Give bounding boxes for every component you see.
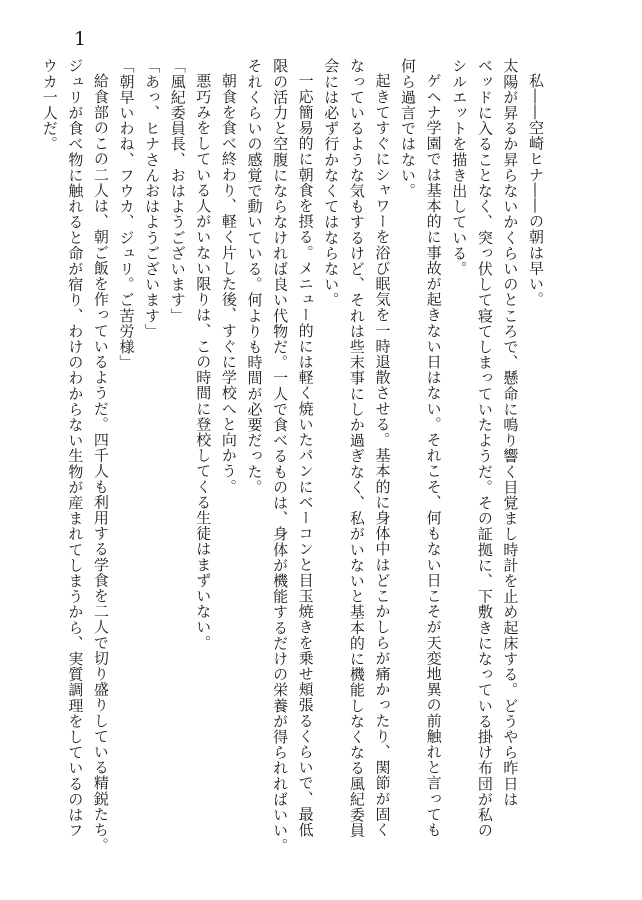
text-line: なっているような気もするけど、それは些末事にしか過ぎなく、私がいないと基本的に機能しなくなる風紀委員: [347, 58, 366, 838]
text-line: 会には必ず行かなくてはならない。: [322, 58, 341, 308]
text-line: 「あっ、ヒナさんおはようございます」: [143, 58, 162, 339]
text-line: 起きてすぐにシャワーを浴び眠気を一時退散させる。基本的に身体中はどこかしらが痛かったり、関節が固く: [373, 73, 392, 838]
text-line: 「風紀委員長、おはようございます」: [168, 58, 187, 324]
text-line: ゲヘナ学園では基本的に事故が起きない日はない。それこそ、何もない日こそが天変地異の前触れと言っても: [424, 73, 443, 838]
text-line: 私――空崎ヒナ――の朝は早い。: [527, 73, 545, 307]
text-line: ジュリが食べ物に触れると命が宿り、わけのわからない生物が産まれてしまうから、実質調理をしているのはフ: [66, 58, 85, 838]
text-line: シルエットを描き出している。: [450, 58, 469, 277]
text-line: 限の活力と空腹にならなければ良い代物だ。一人で食べるものは、身体が機能するだけの栄養が得られればいい。: [271, 58, 290, 854]
text-line: ベッドに入ることなく、突っ伏して寝てしまっていたようだ。その証拠に、下敷きになっている掛け布団が私の: [475, 58, 494, 838]
text-line: 太陽が昇るか昇らないかくらいのところで、懸命に鳴り響く目覚まし時計を止め起床する。どうやら昨日は: [501, 58, 520, 807]
text-line: それくらいの感覚で動いている。何よりも時間が必要だった。: [245, 58, 264, 495]
text-line: 給食部のこの二人は、朝ご飯を作っているようだ。四千人も利用する学食を二人で切り盛りしている精鋭たち。: [91, 73, 110, 853]
text-line: 朝食を食べ終わり、軽く片した後、すぐに学校へと向かう。: [219, 73, 238, 495]
page-number: 1: [74, 28, 87, 50]
text-line: 何ら過言ではない。: [399, 58, 418, 199]
text-line: 「朝早いわね、フウカ、ジュリ。ご苦労様」: [117, 58, 136, 370]
text-line: 一応簡易的に朝食を摂る。メニュー的には軽く焼いたパンにベーコンと目玉焼きを乗せ頬張るくらいで、最低: [296, 73, 315, 838]
text-line: ウカ一人だ。: [40, 58, 59, 152]
novel-text-body: [40, 58, 548, 858]
text-line: 悪巧みをしている人がいない限りは、この時間に登校してくる生徒はまずいない。: [194, 73, 213, 651]
